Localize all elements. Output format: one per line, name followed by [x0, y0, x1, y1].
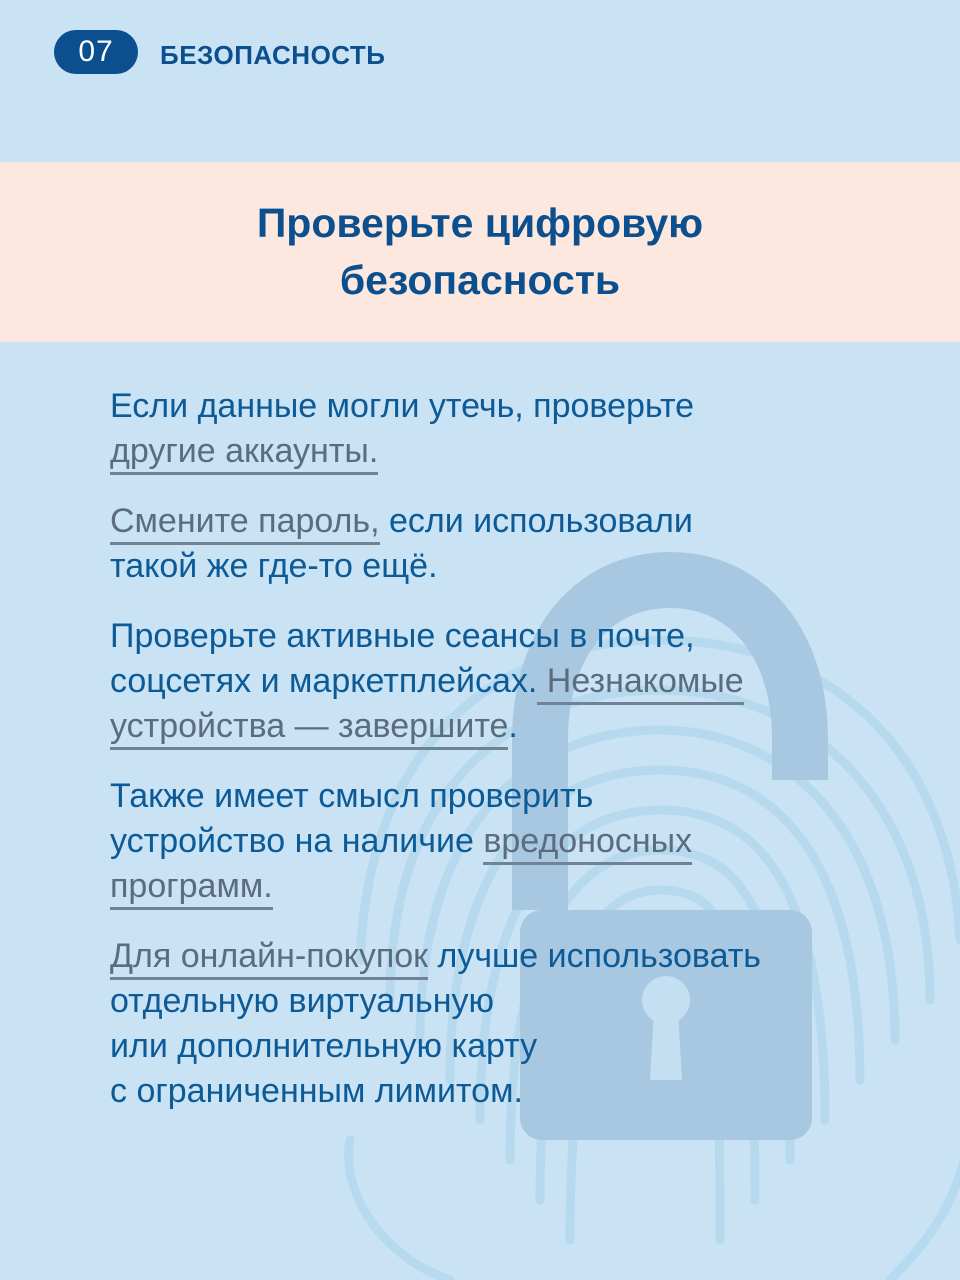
paragraph-line [110, 819, 880, 864]
paragraph-line: Проверьте активные сеансы в почте, [110, 617, 695, 655]
paragraph-malware-check [110, 774, 880, 909]
paragraph-line [110, 659, 880, 704]
paragraph-line [110, 429, 880, 474]
paragraph-line [110, 704, 880, 749]
paragraph-text: . [508, 707, 518, 745]
highlighted-phrase: устройства — завершите [110, 707, 508, 750]
paragraph-text: лучше использовать [428, 937, 762, 975]
paragraph-line: с ограниченным лимитом. [110, 1072, 523, 1110]
paragraph-text: если использовали [379, 502, 693, 540]
highlighted-phrase: другие аккаунты. [110, 432, 378, 475]
highlighted-phrase: Незнакомые [537, 662, 743, 705]
title-line-1: Проверьте цифровую [256, 200, 704, 246]
highlighted-phrase: Для онлайн-покупок [110, 937, 428, 980]
paragraph-line: отдельную виртуальную [110, 982, 495, 1020]
section-number-badge: 07 [54, 30, 138, 74]
paragraph-line: Если данные могли утечь, проверьте [110, 387, 695, 425]
section-label: БЕЗОПАСНОСТЬ [160, 40, 386, 70]
paragraph-text: устройство на наличие [110, 822, 484, 860]
paragraph-check-accounts [110, 384, 880, 474]
paragraph-line [110, 864, 880, 909]
paragraph-line: или дополнительную карту [110, 1027, 538, 1065]
paragraph-line [110, 499, 880, 544]
page-title [0, 195, 960, 309]
paragraph-line [110, 934, 880, 979]
paragraph-change-password [110, 499, 880, 589]
highlighted-phrase: вредоносных [483, 822, 692, 865]
highlighted-phrase: Смените пароль, [110, 502, 380, 545]
paragraph-text: соцсетях и маркетплейсах. [110, 662, 538, 700]
paragraph-line: такой же где-то ещё. [110, 547, 438, 585]
paragraph-line: Также имеет смысл проверить [110, 777, 594, 815]
paragraph-active-sessions [110, 614, 880, 749]
highlighted-phrase: программ. [110, 867, 273, 910]
paragraph-online-shopping [110, 934, 880, 1114]
title-line-2: безопасность [339, 257, 621, 303]
